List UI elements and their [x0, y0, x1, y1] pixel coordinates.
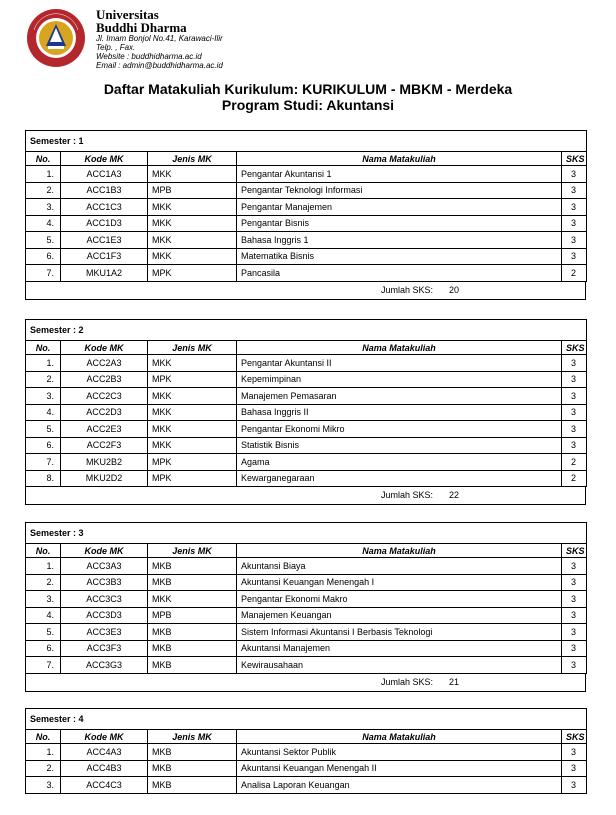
- course-name: Kepemimpinan: [237, 371, 562, 388]
- semester-label: Semester : 3: [26, 523, 587, 544]
- course-type: MKK: [148, 248, 237, 265]
- course-type: MPK: [148, 265, 237, 282]
- course-name: Akuntansi Manajemen: [237, 640, 562, 657]
- total-credits-label: Jumlah SKS:: [380, 676, 433, 687]
- course-code: MKU1A2: [61, 265, 148, 282]
- row-number: 2.: [26, 574, 61, 591]
- table-row: [26, 591, 587, 608]
- course-table: [25, 319, 587, 487]
- course-credits: 3: [562, 355, 587, 372]
- page-title: Daftar Matakuliah Kurikulum: KURIKULUM - MBKM - Merdeka: [103, 81, 513, 97]
- course-credits: 3: [562, 404, 587, 421]
- course-credits: 3: [562, 371, 587, 388]
- column-header: No.: [26, 341, 61, 355]
- course-type: MPK: [148, 454, 237, 471]
- course-name: Pancasila: [237, 265, 562, 282]
- row-number: 3.: [26, 199, 61, 216]
- course-credits: 3: [562, 744, 587, 761]
- course-name: Pengantar Akuntansi 1: [237, 166, 562, 183]
- course-code: ACC1E3: [61, 232, 148, 249]
- table-row: [26, 215, 587, 232]
- course-code: ACC1A3: [61, 166, 148, 183]
- column-header-row: [26, 341, 587, 355]
- course-credits: 2: [562, 454, 587, 471]
- course-name: Analisa Laporan Keuangan: [237, 777, 562, 794]
- course-code: MKU2D2: [61, 470, 148, 487]
- column-header: Jenis MK: [148, 152, 237, 166]
- course-type: MPK: [148, 470, 237, 487]
- table-row: [26, 232, 587, 249]
- table-row: [26, 470, 587, 487]
- course-code: ACC3F3: [61, 640, 148, 657]
- row-number: 3.: [26, 591, 61, 608]
- table-row: [26, 744, 587, 761]
- course-name: Statistik Bisnis: [237, 437, 562, 454]
- table-row: [26, 388, 587, 405]
- course-name: Bahasa Inggris 1: [237, 232, 562, 249]
- course-name: Akuntansi Biaya: [237, 558, 562, 575]
- row-number: 7.: [26, 454, 61, 471]
- row-number: 7.: [26, 265, 61, 282]
- semester-block: [25, 522, 586, 692]
- course-name: Manajemen Keuangan: [237, 607, 562, 624]
- course-table: [25, 130, 587, 282]
- course-name: Pengantar Akuntansi II: [237, 355, 562, 372]
- column-header: SKS: [562, 730, 587, 744]
- course-type: MPK: [148, 371, 237, 388]
- course-name: Bahasa Inggris II: [237, 404, 562, 421]
- course-name: Manajemen Pemasaran: [237, 388, 562, 405]
- course-name: Pengantar Manajemen: [237, 199, 562, 216]
- column-header: SKS: [562, 341, 587, 355]
- row-number: 2.: [26, 182, 61, 199]
- row-number: 1.: [26, 558, 61, 575]
- course-name: Agama: [237, 454, 562, 471]
- course-credits: 3: [562, 777, 587, 794]
- university-name-line2: Buddhi Dharma: [96, 20, 187, 35]
- column-header: Jenis MK: [148, 341, 237, 355]
- row-number: 2.: [26, 371, 61, 388]
- row-number: 1.: [26, 355, 61, 372]
- course-credits: 3: [562, 591, 587, 608]
- column-header: No.: [26, 544, 61, 558]
- course-credits: 3: [562, 421, 587, 438]
- course-table: [25, 708, 587, 794]
- course-type: MKB: [148, 657, 237, 674]
- course-name: Kewarganegaraan: [237, 470, 562, 487]
- table-row: [26, 454, 587, 471]
- course-type: MKK: [148, 437, 237, 454]
- row-number: 4.: [26, 404, 61, 421]
- course-code: ACC2C3: [61, 388, 148, 405]
- course-code: ACC3B3: [61, 574, 148, 591]
- course-credits: 3: [562, 166, 587, 183]
- total-credits-value: 20: [448, 284, 459, 295]
- course-type: MKB: [148, 640, 237, 657]
- total-credits: [25, 487, 586, 505]
- course-credits: 3: [562, 624, 587, 641]
- course-code: ACC1F3: [61, 248, 148, 265]
- row-number: 4.: [26, 607, 61, 624]
- course-name: Kewirausahaan: [237, 657, 562, 674]
- semester-label: Semester : 4: [26, 709, 587, 730]
- column-header: Nama Matakuliah: [237, 544, 562, 558]
- course-credits: 3: [562, 607, 587, 624]
- course-code: ACC1B3: [61, 182, 148, 199]
- course-credits: 3: [562, 248, 587, 265]
- course-code: ACC3A3: [61, 558, 148, 575]
- column-header: Kode MK: [61, 730, 148, 744]
- course-code: ACC3E3: [61, 624, 148, 641]
- course-code: ACC1D3: [61, 215, 148, 232]
- column-header-row: [26, 544, 587, 558]
- row-number: 6.: [26, 248, 61, 265]
- column-header: No.: [26, 152, 61, 166]
- total-credits-value: 21: [448, 676, 459, 687]
- course-type: MKB: [148, 558, 237, 575]
- course-type: MKK: [148, 421, 237, 438]
- total-credits: [25, 282, 586, 300]
- row-number: 1.: [26, 744, 61, 761]
- semester-block: [25, 130, 586, 300]
- row-number: 1.: [26, 166, 61, 183]
- course-credits: 3: [562, 388, 587, 405]
- course-credits: 2: [562, 470, 587, 487]
- course-type: MKK: [148, 355, 237, 372]
- course-code: ACC2B3: [61, 371, 148, 388]
- column-header: SKS: [562, 544, 587, 558]
- course-type: MKK: [148, 199, 237, 216]
- table-row: [26, 199, 587, 216]
- semester-label: Semester : 2: [26, 320, 587, 341]
- course-code: ACC2A3: [61, 355, 148, 372]
- column-header-row: [26, 152, 587, 166]
- course-credits: 3: [562, 760, 587, 777]
- course-code: MKU2B2: [61, 454, 148, 471]
- course-name: Pengantar Ekonomi Makro: [237, 591, 562, 608]
- course-code: ACC2D3: [61, 404, 148, 421]
- row-number: 4.: [26, 215, 61, 232]
- page-subtitle: Program Studi: Akuntansi: [221, 97, 395, 113]
- course-credits: 3: [562, 437, 587, 454]
- course-code: ACC2E3: [61, 421, 148, 438]
- university-name-line1: Universitas: [96, 7, 159, 22]
- row-number: 6.: [26, 437, 61, 454]
- row-number: 6.: [26, 640, 61, 657]
- course-credits: 2: [562, 265, 587, 282]
- university-website: Website : buddhidharma.ac.id: [96, 52, 202, 61]
- column-header: Nama Matakuliah: [237, 152, 562, 166]
- table-row: [26, 371, 587, 388]
- course-type: MKB: [148, 760, 237, 777]
- row-number: 7.: [26, 657, 61, 674]
- course-code: ACC1C3: [61, 199, 148, 216]
- row-number: 8.: [26, 470, 61, 487]
- course-type: MPB: [148, 607, 237, 624]
- course-name: Pengantar Ekonomi Mikro: [237, 421, 562, 438]
- course-code: ACC4B3: [61, 760, 148, 777]
- total-credits-label: Jumlah SKS:: [380, 490, 433, 500]
- course-credits: 3: [562, 574, 587, 591]
- table-row: [26, 760, 587, 777]
- table-row: [26, 624, 587, 641]
- course-code: ACC4A3: [61, 744, 148, 761]
- course-type: MKB: [148, 574, 237, 591]
- course-credits: 3: [562, 640, 587, 657]
- course-credits: 3: [562, 199, 587, 216]
- total-credits-value: 22: [448, 490, 459, 500]
- course-code: ACC3G3: [61, 657, 148, 674]
- table-row: [26, 421, 587, 438]
- column-header: Kode MK: [61, 152, 148, 166]
- column-header: Kode MK: [61, 544, 148, 558]
- row-number: 5.: [26, 624, 61, 641]
- row-number: 3.: [26, 777, 61, 794]
- course-type: MKB: [148, 777, 237, 794]
- course-credits: 3: [562, 182, 587, 199]
- course-name: Matematika Bisnis: [237, 248, 562, 265]
- course-table: [25, 522, 587, 674]
- column-header: Nama Matakuliah: [237, 730, 562, 744]
- semester-block: [25, 319, 586, 505]
- semester-label: Semester : 1: [26, 131, 587, 152]
- course-name: Akuntansi Sektor Publik: [237, 744, 562, 761]
- course-credits: 3: [562, 657, 587, 674]
- table-row: [26, 437, 587, 454]
- table-row: [26, 182, 587, 199]
- column-header-row: [26, 730, 587, 744]
- row-number: 2.: [26, 760, 61, 777]
- university-phone: Telp. , Fax.: [96, 43, 136, 52]
- semester-block: [25, 708, 586, 794]
- column-header: Nama Matakuliah: [237, 341, 562, 355]
- course-code: ACC2F3: [61, 437, 148, 454]
- table-row: [26, 657, 587, 674]
- table-row: [26, 558, 587, 575]
- course-type: MKK: [148, 215, 237, 232]
- table-row: [26, 248, 587, 265]
- course-type: MKB: [148, 744, 237, 761]
- course-code: ACC3C3: [61, 591, 148, 608]
- course-name: Akuntansi Keuangan Menengah II: [237, 760, 562, 777]
- course-name: Pengantar Bisnis: [237, 215, 562, 232]
- course-code: ACC4C3: [61, 777, 148, 794]
- course-credits: 3: [562, 215, 587, 232]
- row-number: 5.: [26, 421, 61, 438]
- course-type: MKK: [148, 404, 237, 421]
- total-credits: [25, 674, 586, 692]
- course-type: MPB: [148, 182, 237, 199]
- university-logo: [26, 8, 86, 68]
- row-number: 5.: [26, 232, 61, 249]
- course-name: Sistem Informasi Akuntansi I Berbasis Teknologi: [237, 624, 562, 641]
- university-address: Jl. Imam Bonjol No.41, Karawaci-Ilir: [96, 34, 223, 43]
- course-name: Pengantar Teknologi Informasi: [237, 182, 562, 199]
- course-type: MKB: [148, 624, 237, 641]
- course-credits: 3: [562, 232, 587, 249]
- table-row: [26, 265, 587, 282]
- table-row: [26, 404, 587, 421]
- total-credits-label: Jumlah SKS:: [380, 284, 433, 295]
- table-row: [26, 607, 587, 624]
- column-header: Jenis MK: [148, 544, 237, 558]
- course-credits: 3: [562, 558, 587, 575]
- course-type: MKK: [148, 232, 237, 249]
- course-type: MKK: [148, 591, 237, 608]
- course-code: ACC3D3: [61, 607, 148, 624]
- university-email: Email : admin@buddhidharma.ac.id: [96, 61, 223, 70]
- table-row: [26, 640, 587, 657]
- column-header: No.: [26, 730, 61, 744]
- column-header: SKS: [562, 152, 587, 166]
- course-name: Akuntansi Keuangan Menengah I: [237, 574, 562, 591]
- table-row: [26, 777, 587, 794]
- column-header: Kode MK: [61, 341, 148, 355]
- table-row: [26, 355, 587, 372]
- course-type: MKK: [148, 166, 237, 183]
- table-row: [26, 166, 587, 183]
- table-row: [26, 574, 587, 591]
- row-number: 3.: [26, 388, 61, 405]
- course-type: MKK: [148, 388, 237, 405]
- column-header: Jenis MK: [148, 730, 237, 744]
